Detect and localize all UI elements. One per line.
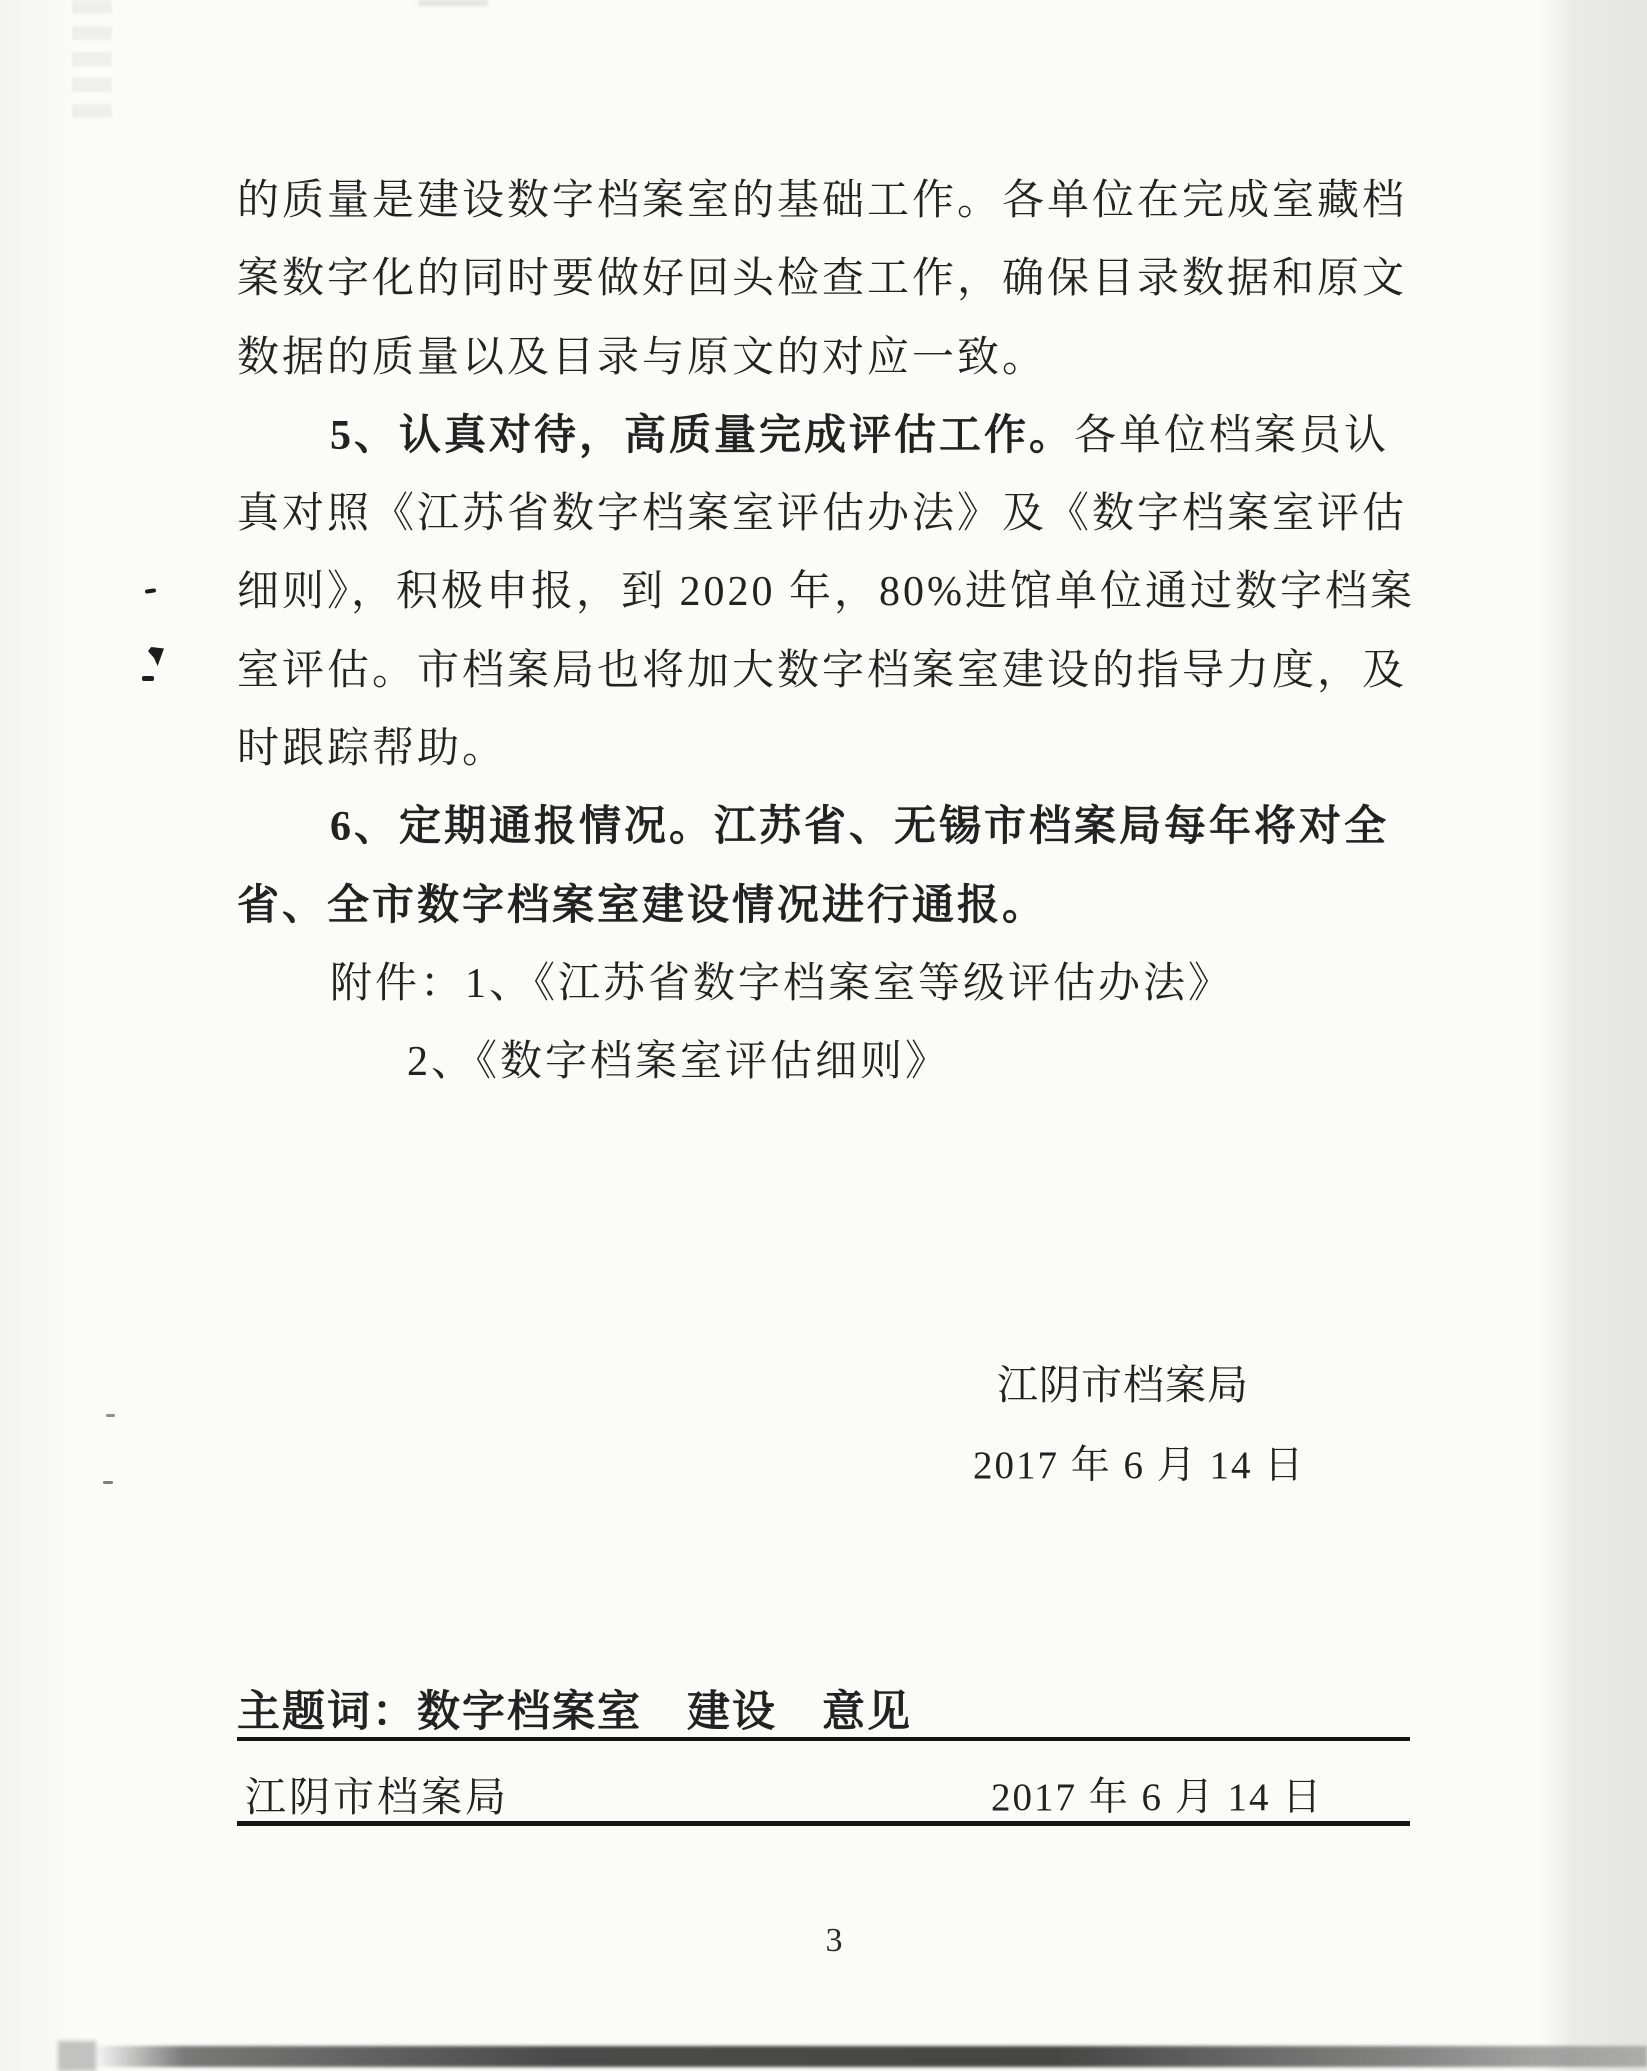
body-line-text: 案数字化的同时要做好回头检查工作，确保目录数据和原文 — [237, 256, 1408, 303]
scan-artifact-top-left-smudge — [72, 0, 112, 120]
scan-artifact-left-edge — [0, 0, 96, 2071]
page-number: 3 — [825, 1922, 843, 1959]
body-line — [237, 475, 1413, 553]
footer-date: 2017 年 6 月 14 日 — [991, 1776, 1324, 1819]
body-line — [237, 710, 1413, 788]
body-line-text: 细则》，积极申报，到 2020 年，80%进馆单位通过数字档案 — [237, 569, 1415, 616]
body-line-bold-text: 省、全市数字档案室建设情况进行通报。 — [237, 882, 1048, 929]
footer-issuer: 江阴市档案局 — [245, 1774, 509, 1820]
footer-rule-bottom — [237, 1821, 1410, 1826]
document-body — [237, 162, 1413, 1102]
body-line-text: 真对照《江苏省数字档案室评估办法》及《数字档案室评估 — [237, 491, 1408, 538]
body-line-text: 各单位档案员认 — [1074, 412, 1390, 459]
body-line-text: 的质量是建设数字档案室的基础工作。各单位在完成室藏档 — [237, 178, 1408, 224]
ink-mark — [103, 1481, 113, 1484]
ink-mark — [148, 647, 164, 666]
footer-rule-top — [237, 1737, 1410, 1741]
ink-mark — [142, 676, 154, 681]
body-line — [237, 240, 1413, 318]
ink-mark — [145, 588, 156, 593]
subject-line: 主题词：数字档案室 建设 意见 — [237, 1689, 912, 1736]
body-line-text: 时跟踪帮助。 — [237, 726, 508, 773]
attachments-line — [237, 1023, 1413, 1101]
body-line-text: 数据的质量以及目录与原文的对应一致。 — [237, 334, 1048, 381]
body-line — [237, 553, 1413, 631]
body-line — [237, 788, 1413, 866]
body-line-text: 室评估。市档案局也将加大数字档案室建设的指导力度，及 — [237, 647, 1408, 694]
ink-mark — [106, 1414, 115, 1417]
scan-artifact-bottom-shadow — [92, 2046, 1647, 2067]
scan-artifact-top-smudge — [418, 0, 488, 6]
body-line-bold-text: 6、定期通报情况。江苏省、无锡市档案局每年将对全 — [330, 804, 1390, 851]
body-line — [237, 632, 1413, 710]
scan-artifact-bottom-left-corner — [58, 2041, 96, 2071]
body-line — [237, 397, 1413, 475]
signature-org: 江阴市档案局 — [997, 1362, 1249, 1408]
body-line-text: 附件：1、《江苏省数字档案室等级评估办法》 — [330, 960, 1234, 1007]
body-line — [237, 162, 1413, 240]
body-line-bold-text: 5、认真对待，高质量完成评估工作。 — [330, 412, 1075, 459]
body-line — [237, 319, 1413, 397]
signature-date: 2017 年 6 月 14 日 — [973, 1444, 1306, 1487]
body-line — [237, 867, 1413, 945]
scan-artifact-right-edge — [1541, 0, 1647, 2071]
body-line-text: 2、《数字档案室评估细则》 — [407, 1039, 951, 1086]
attachments-line — [237, 945, 1413, 1023]
